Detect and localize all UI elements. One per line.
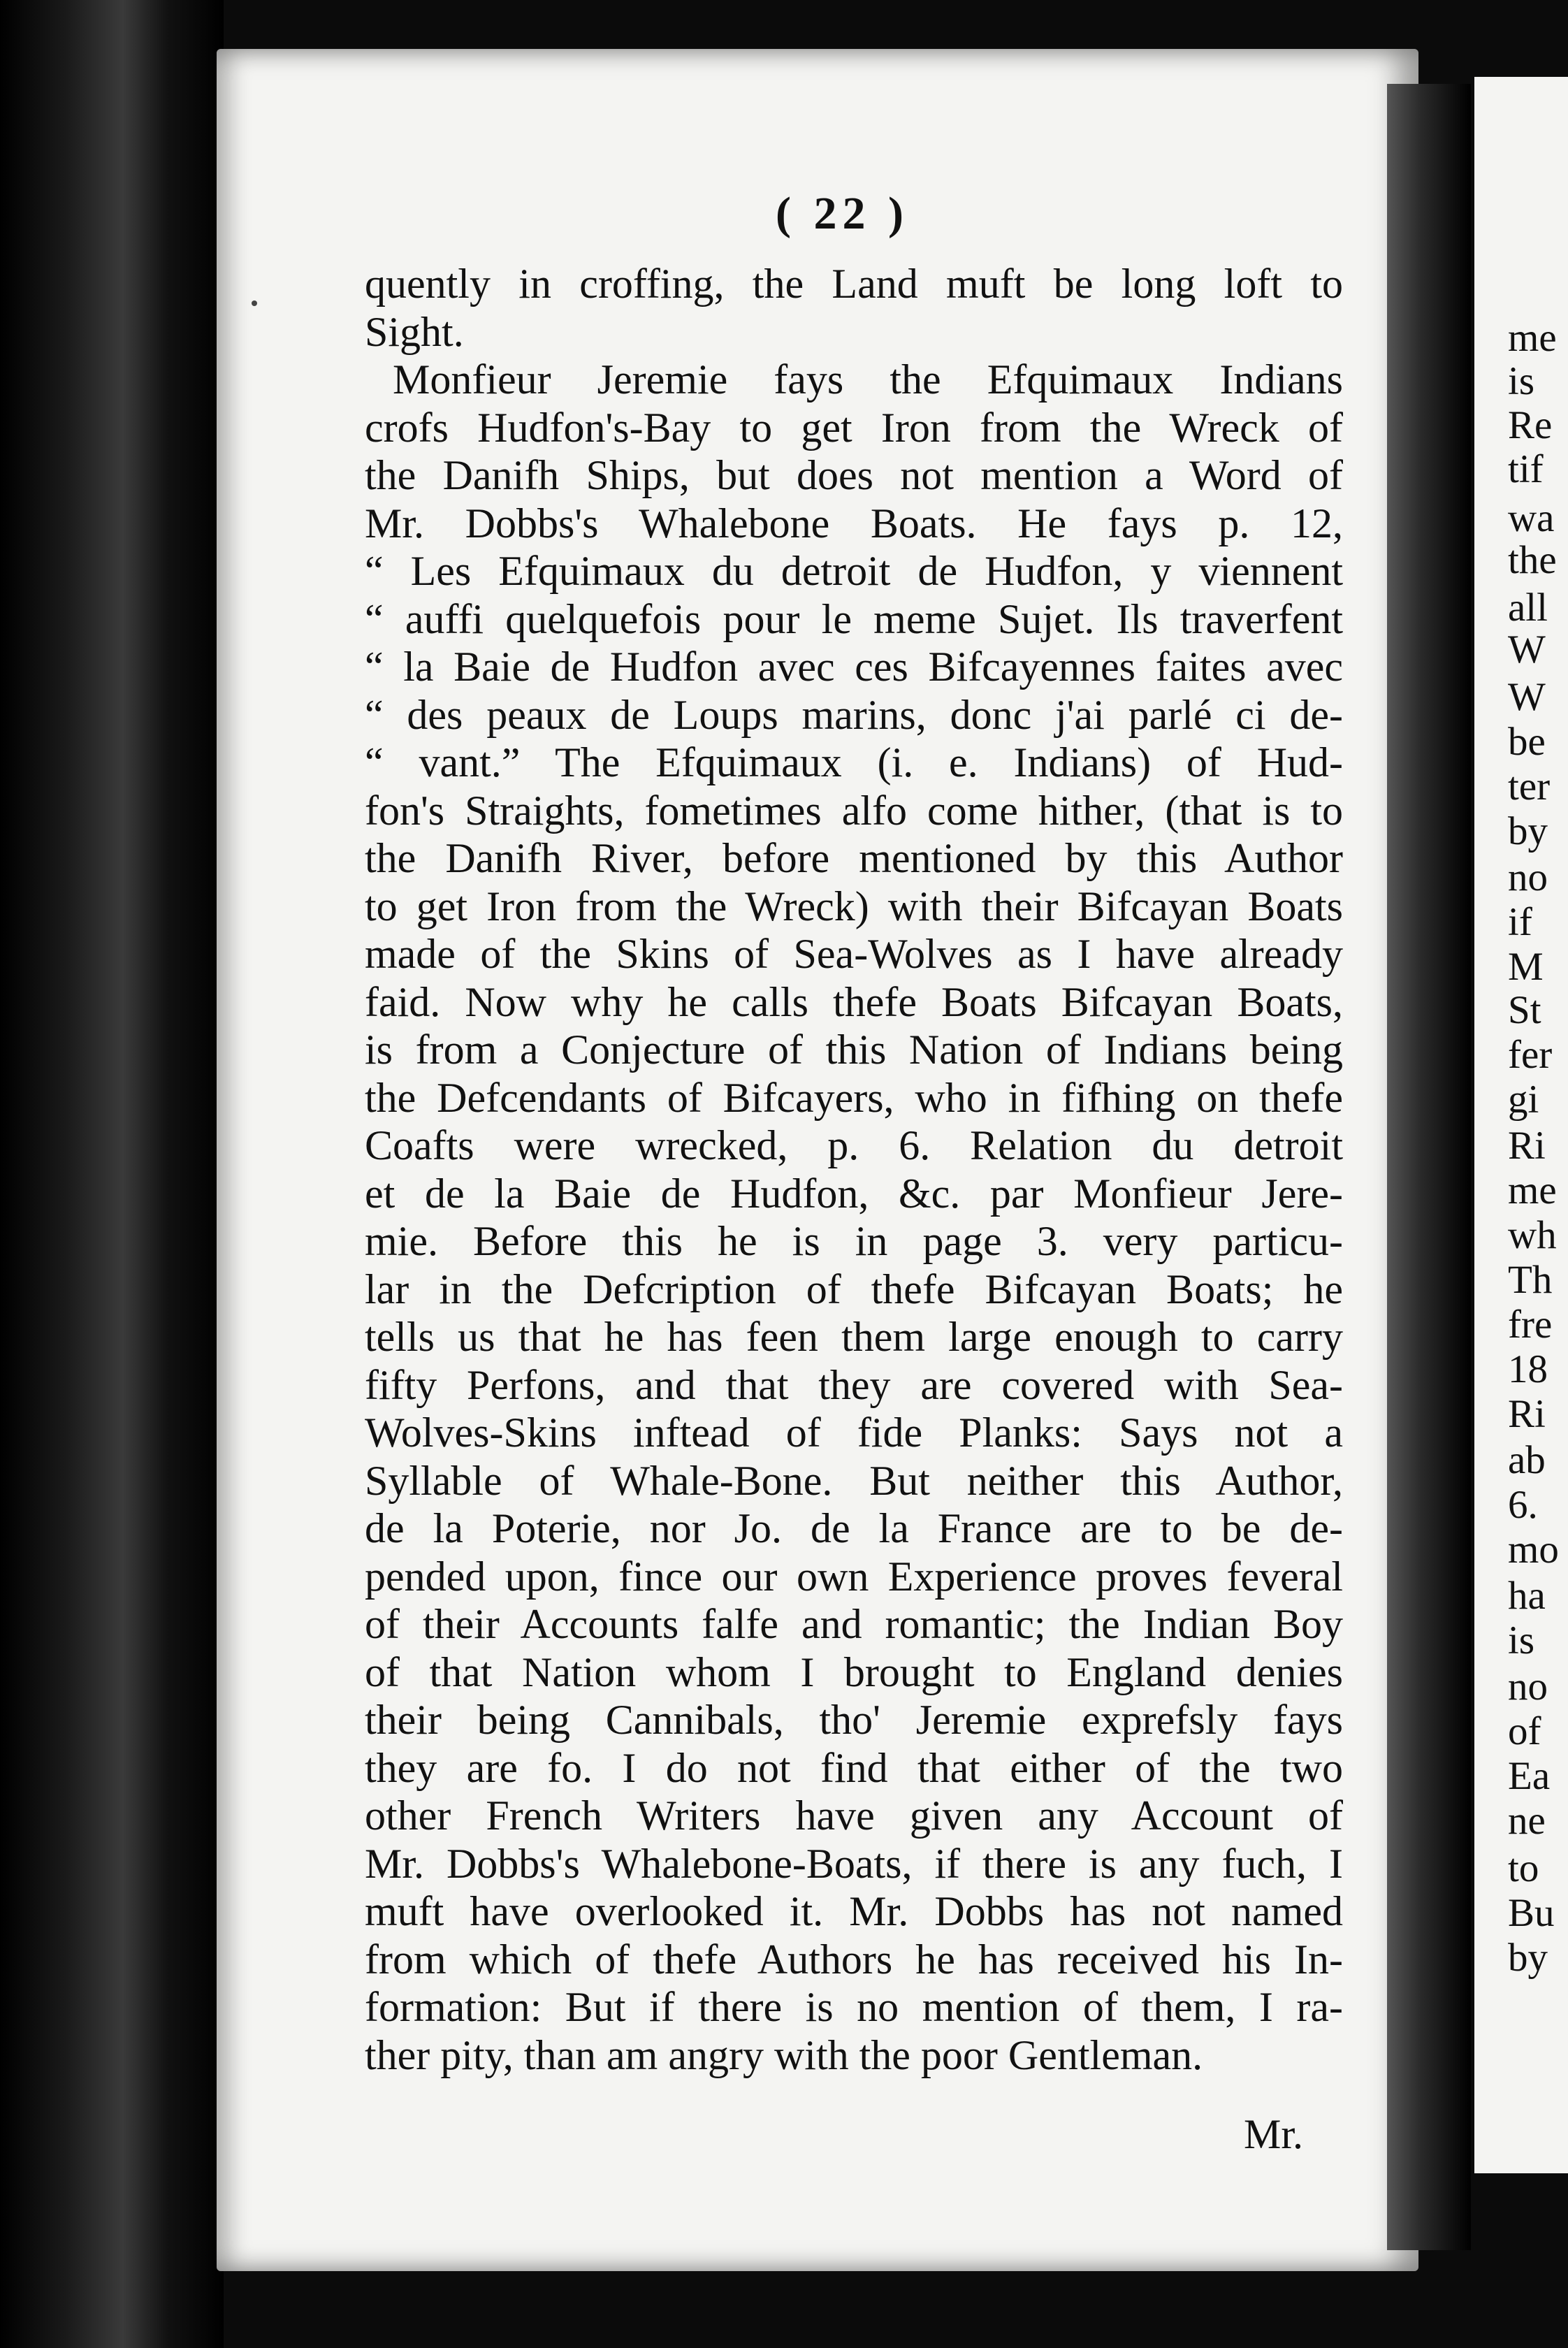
facing-page-fragment: the xyxy=(1508,538,1557,582)
facing-page-fragment: me xyxy=(1508,1168,1557,1212)
facing-page-fragment: Ri xyxy=(1508,1392,1546,1436)
text-line: faid. Now why he calls thefe Boats Bifcayan Boats, xyxy=(365,978,1343,1025)
facing-page-fragment: all xyxy=(1508,586,1548,630)
facing-page-fragment: tif xyxy=(1508,447,1544,491)
text-line: made of the Skins of Sea-Wolves as I have already xyxy=(365,931,1343,977)
facing-page xyxy=(1474,77,1568,2173)
text-line: crofs Hudfon's-Bay to get Iron from the Wreck of xyxy=(365,404,1343,451)
text-line: fon's Straights, fometimes alfo come hither, (that is to xyxy=(365,787,1343,834)
facing-page-fragment: to xyxy=(1508,1846,1539,1890)
facing-page-fragment: M xyxy=(1508,945,1544,989)
text-line: tells us that he has feen them large enough to carry xyxy=(365,1314,1343,1360)
body-text xyxy=(365,260,1343,2079)
text-line: the Danifh River, before mentioned by this Author xyxy=(365,835,1343,881)
facing-page-fragment: ter xyxy=(1508,764,1551,809)
text-line: from which of thefe Authors he has received his In- xyxy=(365,1936,1343,1983)
text-line: of that Nation whom I brought to England denies xyxy=(365,1648,1343,1695)
facing-page-fragment: Th xyxy=(1508,1258,1553,1302)
text-line: is from a Conjecture of this Nation of Indians being xyxy=(365,1027,1343,1073)
facing-page-fragment: ha xyxy=(1508,1574,1546,1618)
text-line: Syllable of Whale-Bone. But neither this Author, xyxy=(365,1457,1343,1504)
facing-page-fragment: if xyxy=(1508,900,1532,944)
facing-page-fragment: by xyxy=(1508,1936,1548,1980)
text-line: “ des peaux de Loups marins, donc j'ai parlé ci de- xyxy=(365,691,1343,738)
facing-page-fragment: by xyxy=(1508,809,1548,853)
facing-page-fragment: Ea xyxy=(1508,1754,1551,1798)
text-line: Mr. Dobbs's Whalebone-Boats, if there is any fuch, I xyxy=(365,1840,1343,1887)
facing-page-fragment: fer xyxy=(1508,1033,1553,1077)
text-line: the Danifh Ships, but does not mention a Word of xyxy=(365,452,1343,498)
facing-page-fragment: ne xyxy=(1508,1799,1546,1843)
text-line: other French Writers have given any Account of xyxy=(365,1792,1343,1839)
facing-page-fragment: W xyxy=(1508,675,1546,719)
facing-page-fragment: me xyxy=(1508,316,1557,360)
facing-page-fragment: Bu xyxy=(1508,1891,1555,1935)
facing-page-fragment: no xyxy=(1508,855,1548,899)
ink-speck xyxy=(252,300,257,306)
text-line: Sight. xyxy=(365,308,464,355)
text-line: ther pity, than am angry with the poor Gentleman. xyxy=(365,2031,1203,2078)
facing-page-fragment: of xyxy=(1508,1709,1541,1753)
text-line: “ Les Efquimaux du detroit de Hudfon, y viennent xyxy=(365,548,1343,594)
facing-page-fragment: no xyxy=(1508,1665,1548,1709)
facing-page-fragment: 6. xyxy=(1508,1483,1538,1527)
text-line: of their Accounts falfe and romantic; the Indian Boy xyxy=(365,1601,1343,1647)
text-line: “ auffi quelquefois pour le meme Sujet. Ils traverfent xyxy=(365,595,1343,642)
facing-page-fragment: is xyxy=(1508,1618,1535,1662)
text-line: Wolves-Skins inftead of fide Planks: Says not a xyxy=(365,1409,1343,1456)
text-line: Monfieur Jeremie fays the Efquimaux Indians xyxy=(393,356,1343,403)
facing-page-fragment: wh xyxy=(1508,1213,1557,1257)
facing-page-fragment: mo xyxy=(1508,1528,1559,1572)
text-line: Mr. Dobbs's Whalebone Boats. He fays p. 12, xyxy=(365,500,1343,546)
text-line: lar in the Defcription of thefe Bifcayan Boats; he xyxy=(365,1266,1343,1312)
book-binding xyxy=(0,0,224,2348)
facing-page-fragment: 18 xyxy=(1508,1347,1548,1391)
facing-page-fragment: Ri xyxy=(1508,1124,1546,1168)
facing-page-fragment: fre xyxy=(1508,1303,1553,1347)
text-line: “ vant.” The Efquimaux (i. e. Indians) of Hud- xyxy=(365,739,1343,785)
text-line: “ la Baie de Hudfon avec ces Bifcayennes faites avec xyxy=(365,644,1343,690)
facing-page-fragment: is xyxy=(1508,359,1535,403)
facing-page-fragment: be xyxy=(1508,720,1546,764)
text-line: muft have overlooked it. Mr. Dobbs has not named xyxy=(365,1888,1343,1934)
text-line: formation: But if there is no mention of them, I ra- xyxy=(365,1984,1343,2030)
text-line: de la Poterie, nor Jo. de la France are to be de- xyxy=(365,1505,1343,1551)
text-line: pended upon, fince our own Experience proves feveral xyxy=(365,1553,1343,1600)
text-line: their being Cannibals, tho' Jeremie exprefsly fays xyxy=(365,1697,1343,1743)
text-line: quently in croffing, the Land muft be long loft to xyxy=(365,261,1343,307)
text-line: to get Iron from the Wreck) with their Bifcayan Boats xyxy=(365,883,1343,929)
facing-page-fragment: Re xyxy=(1508,403,1553,447)
facing-page-fragment: wa xyxy=(1508,496,1555,540)
text-line: they are fo. I do not find that either of the two xyxy=(365,1744,1343,1791)
catchword: Mr. xyxy=(1244,2111,1304,2157)
text-line: mie. Before this he is in page 3. very particu- xyxy=(365,1218,1343,1264)
text-line: fifty Perfons, and that they are covered with Sea- xyxy=(365,1361,1343,1408)
page-number: ( 22 ) xyxy=(776,188,909,239)
facing-page-fragment: gi xyxy=(1508,1078,1539,1122)
facing-page-fragment: St xyxy=(1508,988,1541,1032)
facing-page-fragment: ab xyxy=(1508,1438,1546,1482)
text-line: the Defcendants of Bifcayers, who in fifhing on thefe xyxy=(365,1074,1343,1121)
gutter-shadow xyxy=(1387,84,1471,2250)
text-line: et de la Baie de Hudfon, &c. par Monfieur Jere- xyxy=(365,1170,1343,1217)
text-line: Coafts were wrecked, p. 6. Relation du detroit xyxy=(365,1122,1343,1168)
facing-page-fragment: W xyxy=(1508,628,1546,672)
